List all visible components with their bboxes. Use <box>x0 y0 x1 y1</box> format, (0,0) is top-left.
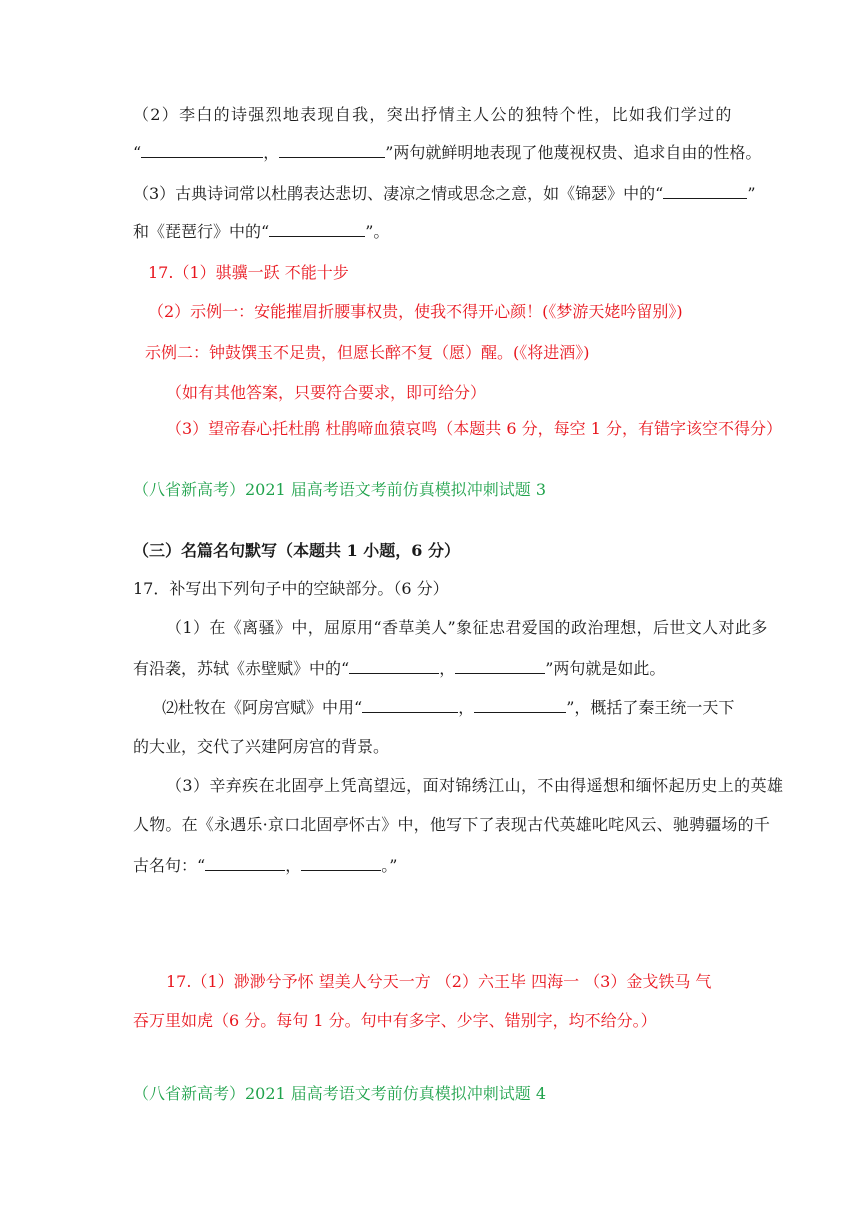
answer-17a-line3: 示例二：钟鼓馔玉不足贵，但愿长醉不复（愿）醒。(《将进酒》) <box>145 343 590 362</box>
source-line-4: （八省新高考）2021 届高考语文考前仿真模拟冲刺试题 4 <box>133 1084 547 1103</box>
p3-line2: 人物。在《永遇乐·京口北固亭怀古》中，他写下了表现古代英雄叱咤风云、驰骋疆场的千 <box>133 815 771 834</box>
answer-17a-line4: （如有其他答案，只要符合要求，即可给分） <box>166 383 487 402</box>
p2-line2: 的大业，交代了兴建阿房宫的背景。 <box>133 737 390 756</box>
q2-comma: ， <box>263 143 280 162</box>
q3-line1-text: （3）古典诗词常以杜鹃表达悲切、凄凉之情或思念之意，如《锦瑟》中的“ <box>133 184 664 203</box>
p1-line1: （1）在《离骚》中，屈原用“香草美人”象征忠君爱国的政治理想，后世文人对此多 <box>166 618 768 637</box>
q3-line1 <box>133 182 756 205</box>
q2-blank-1 <box>141 141 263 158</box>
answer-17a-line5: （3）望帝春心托杜鹃 杜鹃啼血猿哀鸣（本题共 6 分，每空 1 分，有错字该空不得分） <box>166 419 782 438</box>
answer-17b-line1: 17.（1）渺渺兮予怀 望美人兮天一方 （2）六王毕 四海一 （3）金戈铁马 气 <box>166 972 712 991</box>
p1-blank-1 <box>349 657 439 674</box>
q3-line1-close: ” <box>747 184 756 203</box>
q2-line1: （2）李白的诗强烈地表现自我，突出抒情主人公的独特个性，比如我们学过的 <box>133 105 733 124</box>
section-heading: （三）名篇名句默写（本题共 1 小题，6 分） <box>133 541 460 560</box>
p3-line3 <box>133 854 397 877</box>
q2-rest: ”两句就鲜明地表现了他蔑视权贵、追求自由的性格。 <box>385 143 762 162</box>
p2-line1-pre: ⑵杜牧在《阿房宫赋》中用“ <box>162 698 363 717</box>
p1-blank-2 <box>455 657 545 674</box>
p3-line1: （3）辛弃疾在北固亭上凭高望远，面对锦绣江山，不由得遥想和缅怀起历史上的英雄 <box>166 776 784 795</box>
p1-line2 <box>133 657 665 680</box>
q2-open-quote: “ <box>133 143 142 162</box>
p3-line3-pre: 古名句：“ <box>133 856 206 875</box>
answer-17b-line2: 吞万里如虎（6 分。每句 1 分。句中有多字、少字、错别字，均不给分。） <box>133 1011 657 1030</box>
q3-line2 <box>133 220 389 243</box>
q2-line2 <box>133 141 761 164</box>
source-line-3: （八省新高考）2021 届高考语文考前仿真模拟冲刺试题 3 <box>133 480 547 499</box>
q3-blank-2 <box>269 220 365 237</box>
p3-blank-1 <box>205 854 285 871</box>
p3-blank-2 <box>301 854 381 871</box>
p3-line3-post: 。” <box>381 856 398 875</box>
q3-line2-text: 和《琵琶行》中的“ <box>133 222 270 241</box>
p1-line2-pre: 有沿袭，苏轼《赤壁赋》中的“ <box>133 659 350 678</box>
p2-blank-2 <box>474 696 566 713</box>
q3-blank-1 <box>663 182 747 199</box>
p1-comma: ， <box>439 659 456 678</box>
p2-line1-post: ”，概括了秦王统一天下 <box>566 698 735 717</box>
answer-17a-line2: （2）示例一：安能摧眉折腰事权贵，使我不得开心颜！(《梦游天姥吟留别》) <box>148 302 683 321</box>
q2-blank-2 <box>279 141 385 158</box>
answer-17a-line1: 17.（1）骐骥一跃 不能十步 <box>148 263 349 282</box>
q3-line2-close: ”。 <box>365 222 390 241</box>
p2-blank-1 <box>362 696 458 713</box>
p3-comma: ， <box>285 856 302 875</box>
p1-line2-post: ”两句就是如此。 <box>545 659 666 678</box>
q17-prompt: 17．补写出下列句子中的空缺部分。（6 分） <box>133 579 449 598</box>
p2-line1 <box>162 696 734 719</box>
p2-comma: ， <box>458 698 475 717</box>
